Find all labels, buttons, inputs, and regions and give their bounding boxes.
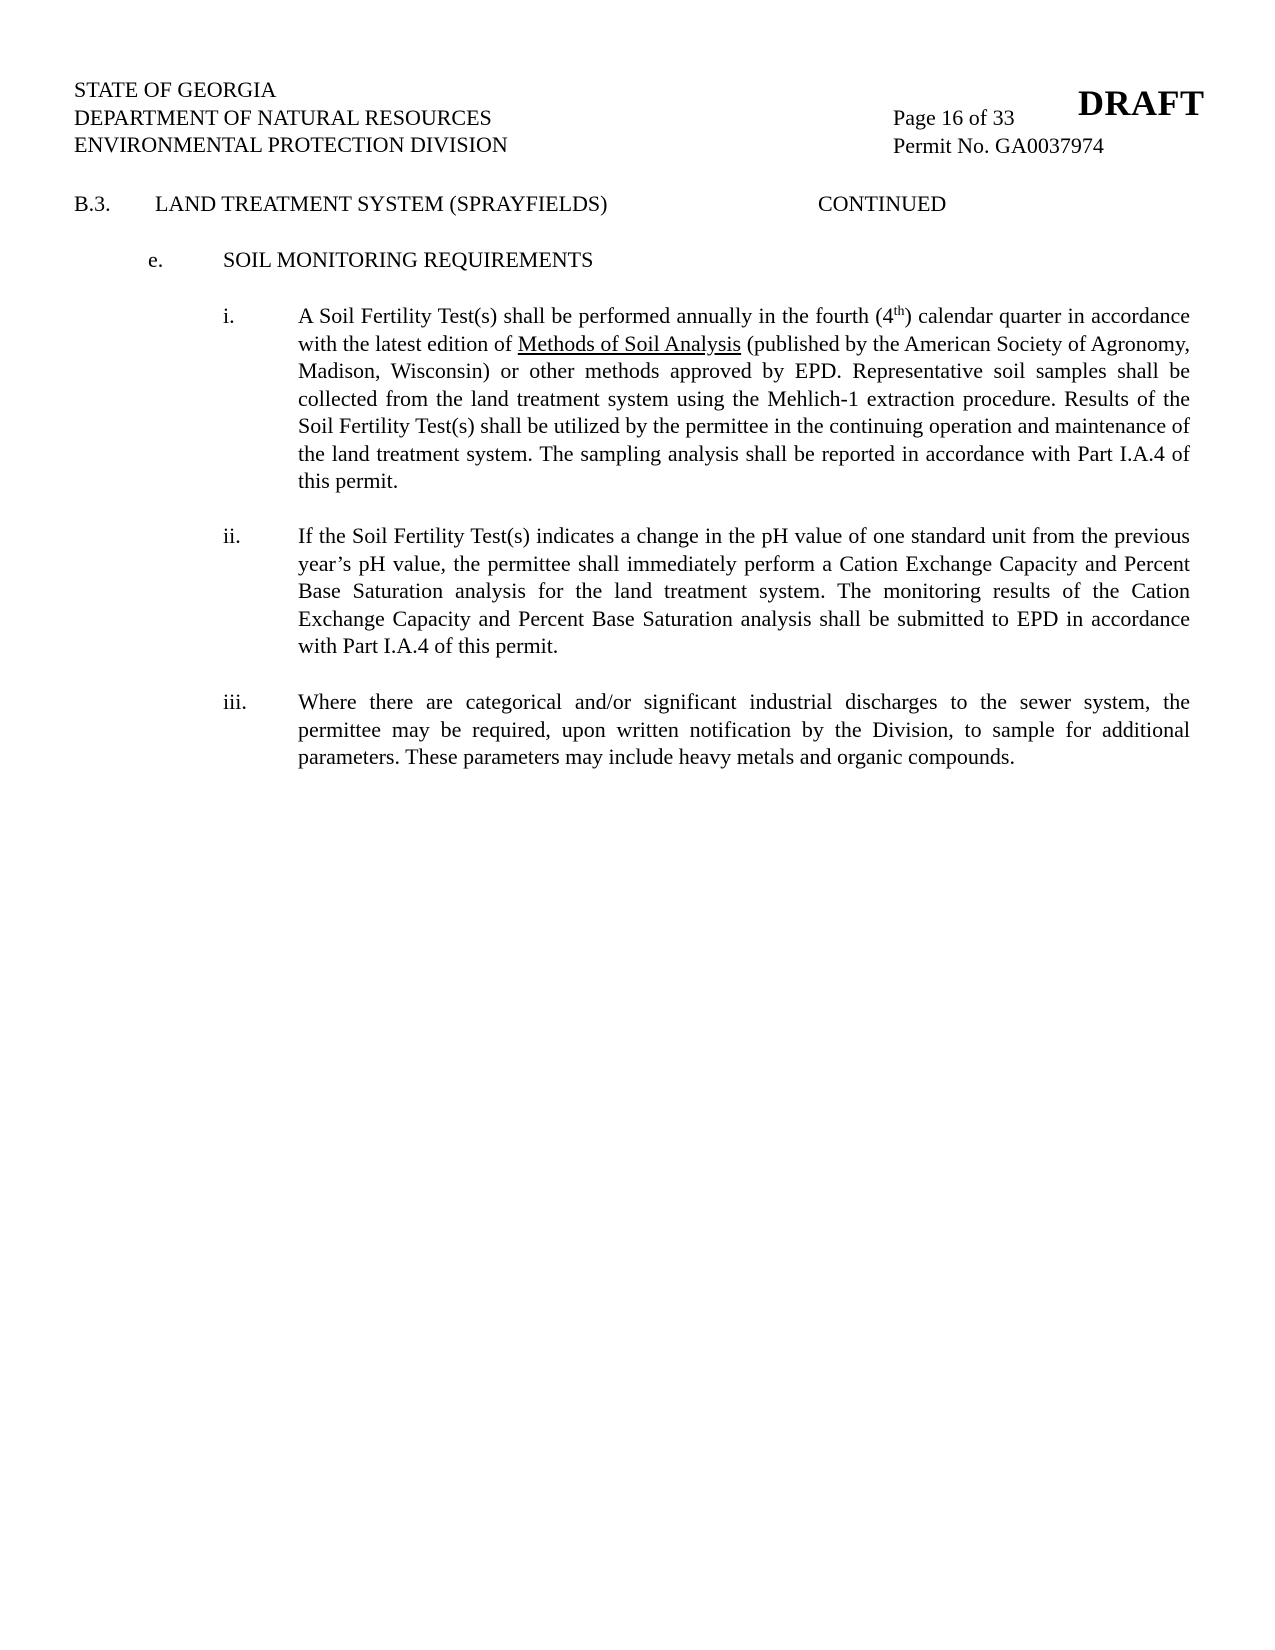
subsection-letter: e. — [148, 247, 164, 272]
item-number-ii: ii. — [223, 523, 241, 548]
subsection-title: SOIL MONITORING REQUIREMENTS — [223, 247, 594, 272]
item-i-part-a: A Soil Fertility Test(s) shall be performed annually in the fourth (4 — [298, 303, 894, 328]
item-i-superscript: th — [893, 304, 905, 319]
agency-header — [74, 76, 774, 159]
section-continued: CONTINUED — [818, 191, 947, 216]
agency-line-state: STATE OF GEORGIA — [74, 77, 277, 102]
methods-of-soil-analysis-title: Methods of Soil Analysis — [517, 330, 742, 356]
agency-line-division: ENVIRONMENTAL PROTECTION DIVISION — [74, 132, 508, 157]
page-number: Page 16 of 33 — [893, 105, 1015, 130]
item-number-i: i. — [223, 303, 235, 328]
item-number-iii: iii. — [223, 689, 247, 714]
item-text-iii: Where there are categorical and/or significant industrial discharges to the sewer system, the permittee may be required, upon written notification by the Division, to sample for additional parameters. These parameters may include heavy metals and organic compounds. — [298, 689, 1190, 769]
agency-line-department: DEPARTMENT OF NATURAL RESOURCES — [74, 104, 492, 130]
draft-mark: DRAFT — [1078, 83, 1205, 123]
section-number: B.3. — [74, 191, 111, 216]
item-text-ii: If the Soil Fertility Test(s) indicates a change in the pH value of one standard unit from the previous year’s pH value, the permittee shall immediately perform a Cation Exchange Capacity and Percent Base Saturation analysis for the land treatment system. The monitoring results of the Cation Exchange Capacity and Percent Base Saturation analysis shall be submitted to EPD in accordance with Part I.A.4 of this permit. — [298, 523, 1190, 658]
section-title: LAND TREATMENT SYSTEM (SPRAYFIELDS) — [155, 191, 608, 216]
item-text-i — [298, 302, 1190, 495]
item-i-part-b: ) calendar quarter in accordance with the latest edition of — [298, 303, 1190, 356]
permit-number: Permit No. GA0037974 — [893, 132, 1104, 158]
item-i-part-c: (published by the American Society of Agronomy, Madison, Wisconsin) or other methods approved by EPD. Representative soil samples shall be collected from the land treatment system using the Mehlich-1 extraction procedure. Results of the Soil Fertility Test(s) shall be utilized by the permittee in the continuing operation and maintenance of the land treatment system. The sampling analysis shall be reported in accordance with Part I.A.4 of this permit. — [298, 330, 1190, 493]
